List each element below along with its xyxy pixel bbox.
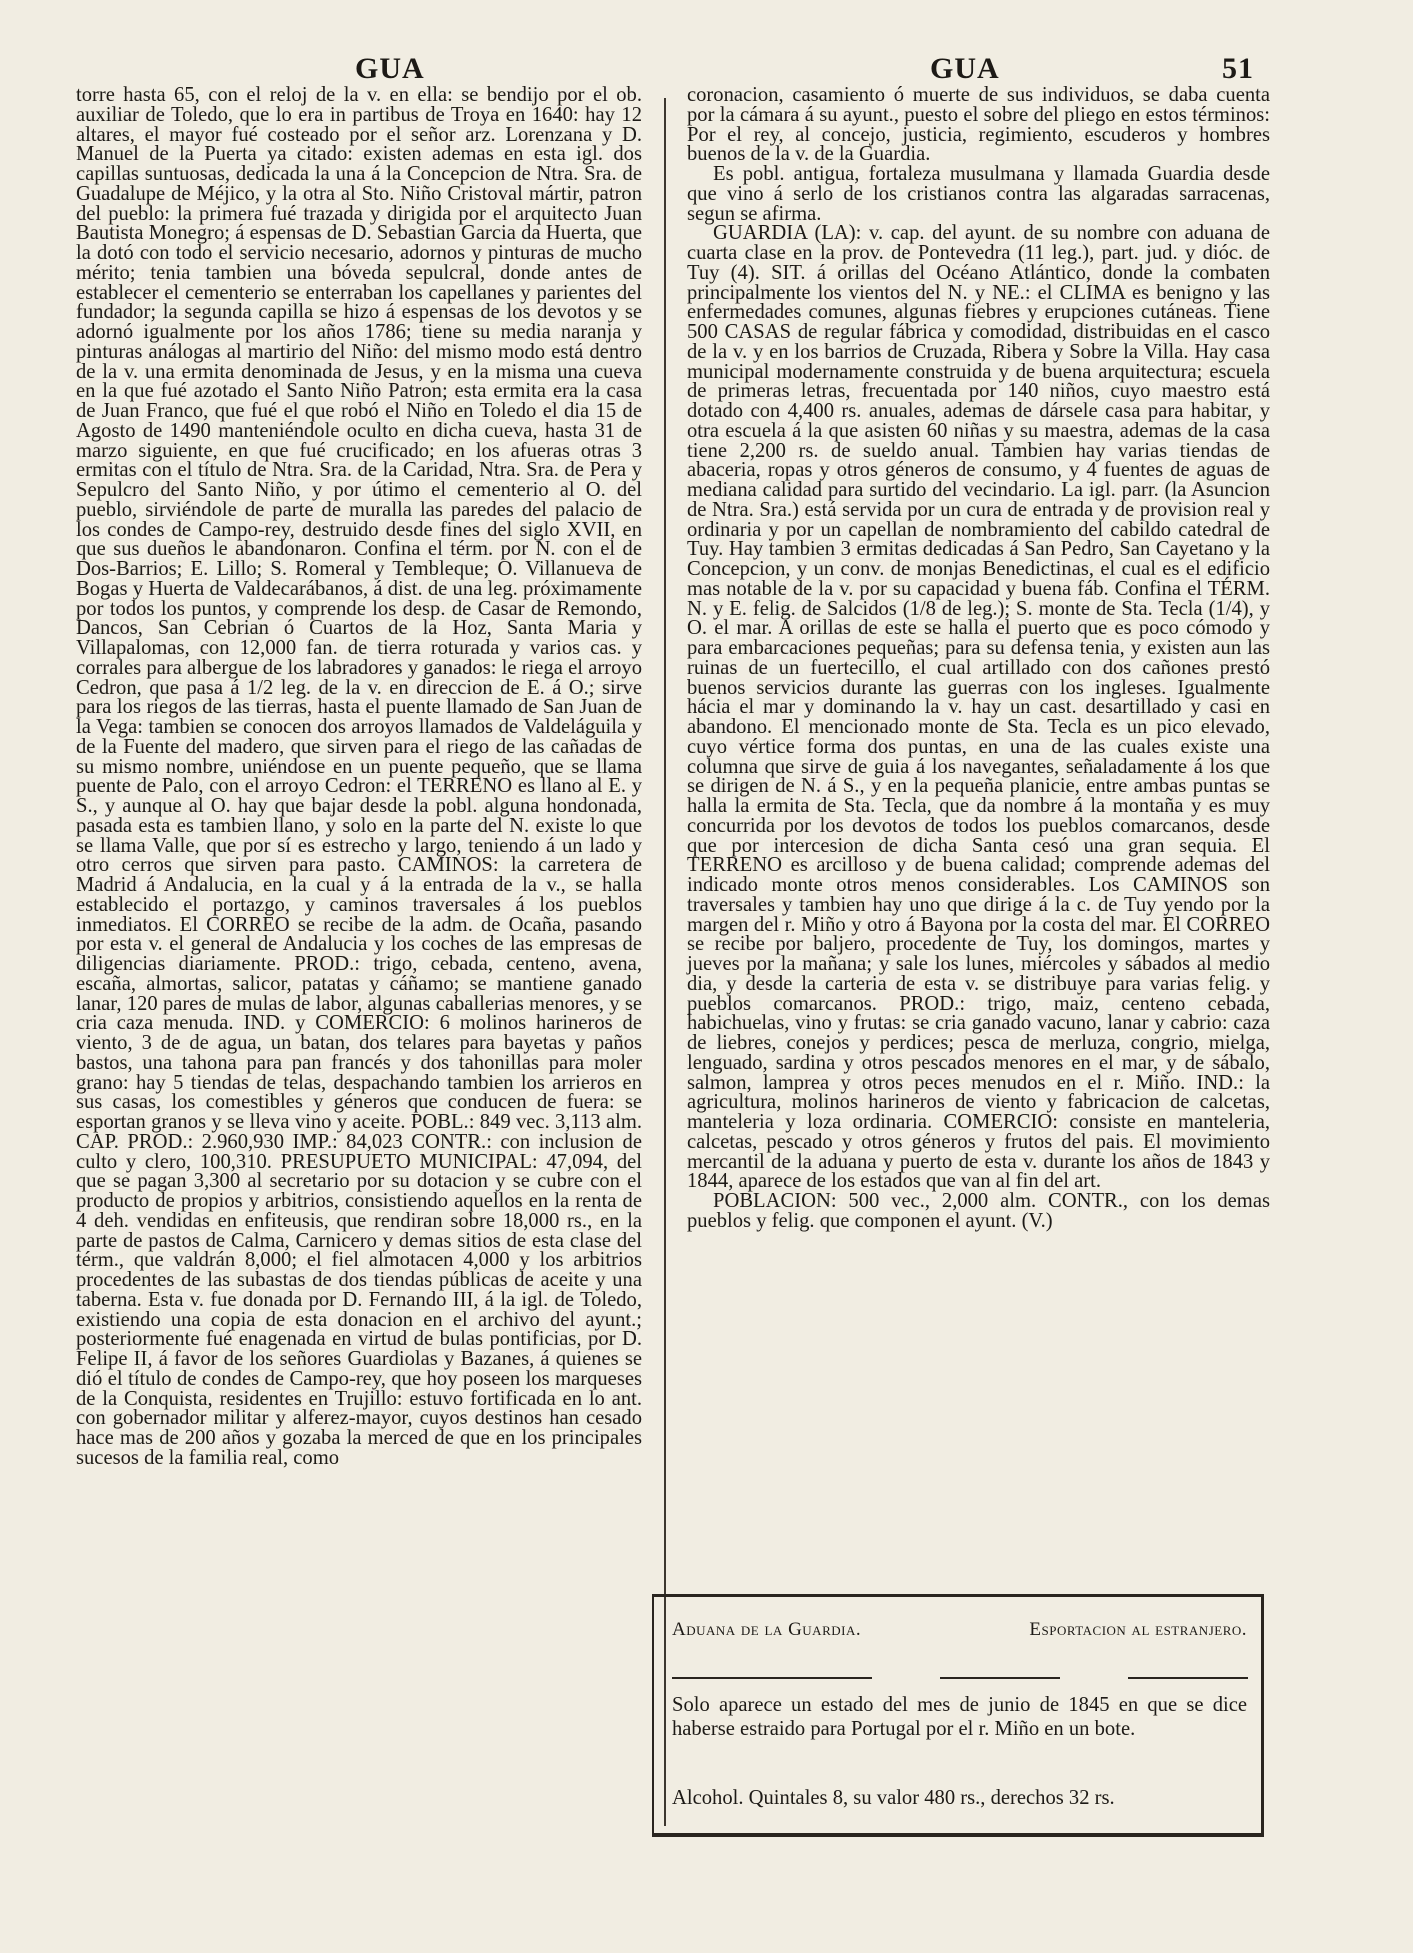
left-column-paragraph: torre hasta 65, con el reloj de la v. en ella: se bendijo por el ob. auxiliar de Toledo, que lo era in partibus de Troya en 1640: hay 12 altares, el mayor fué costeado por el señor arz. Lorenzana y D. Manuel de la Puerta ya citado: existen ademas en esta igl. dos capillas suntuosas, dedicada la una á la Concepcion de Ntra. Sra. de Guadalupe de Méjico, y la otra al Sto. Niño Cristoval mártir, patron del pueblo: la primera fué trazada y dirigida por el arquitecto Juan Bautista Monegro; á espensas de D. Sebastian Garcia da Huerta, que la dotó con todo el servicio necesario, adornos y pinturas de mucho mérito; tenia tambien una bóveda sepulcral, donde antes de establecer el cementerio se enterraban los capellanes y parientes del fundador; la segunda capilla se hizo á espensas de los devotos y se adornó igualmente por los años 1786; tiene su media naranja y pinturas análogas al martirio del Niño: del mismo modo está dentro de la v. una ermita denominada de Jesus, y en la misma una cueva en la que fué azotado el Santo Niño Patron; esta ermita era la casa de Juan Franco, que fué el que robó el Niño en Toledo el dia 15 de Agosto de 1490 manteniéndole oculto en dicha cueva, hasta 31 de marzo siguiente, en que fué crucificado; en los afueras otras 3 ermitas con el título de Ntra. Sra. de la Caridad, Ntra. Sra. de Pera y Sepulcro del Santo Niño, y por útimo el cementerio al O. del pueblo, sirviéndole de parte de muralla las paredes del palacio de los condes de Campo-rey, destruido desde fines del siglo XVII, en que sus dueños le abandonaron. Confina el térm. por N. con el de Dos-Barrios; E. Lillo; S. Romeral y Tembleque; O. Villanueva de Bogas y Huerta de Valdecarábanos, á dist. de una leg. próximamente por todos los puntos, y comprende los desp. de Casar de Remondo, Dancos, San Cebrian ó Cuartos de la Hoz, Santa Maria y Villapalomas, con 12,000 fan. de tierra roturada y varios cas. y corrales para albergue de los labradores y ganados: le riega el arroyo Cedron, que pasa á 1/2 leg. de la v. en direccion de E. á O.; sirve para los riegos de las tierras, hasta el puente llamado de San Juan de la Vega: tambien se conocen dos arroyos llamados de Valdeláguila y de la Fuente del madero, que sirven para el riego de las cañadas de su mismo nombre, uniéndose en un puente pequeño, que se llama puente de Palo, con el arroyo Cedron: el TERRENO es llano al E. y S., y aunque al O. hay que bajar desde la pobl. alguna hondonada, pasada esta es tambien llano, y solo en la parte del N. existe lo que se llama Valle, que por sí es estrecho y largo, teniendo á un lado y otro cerros que sirven para pasto. CAMINOS: la carretera de Madrid á Andalucia, en la cual y á la entrada de la v., se halla establecido el portazgo, y caminos traversales á los pueblos inmediatos. El CORREO se recibe de la adm. de Ocaña, pasando por esta v. el general de Andalucia y los coches de las empresas de diligencias diariamente. PROD.: trigo, cebada, centeno, avena, escaña, almortas, salicor, patatas y cáñamo; se mantiene ganado lanar, 120 pares de mulas de labor, algunas caballerias menores, y se cria caza menuda. IND. y COMERCIO: 6 molinos harineros de viento, 3 de de agua, un batan, dos telares para bayetas y paños bastos, una tahona para pan francés y dos tahonillas para moler grano: hay 5 tiendas de telas, despachando tambien los arrieros en sus casas, los comestibles y géneros que conducen de fuera: se esportan granos y se lleva vino y aceite. POBL.: 849 vec. 3,113 alm. CAP. PROD.: 2.960,930 IMP.: 84,023 CONTR.: con inclusion de culto y clero, 100,310. PRESUPUETO MUNICIPAL: 47,094, del que se pagan 3,300 al secretario por su dotacion y se cubre con el producto de propios y arbitrios, consistiendo aquellos en la renta de 4 deh. vendidas en enfiteusis, que rendiran sobre 18,000 rs., en la parte de pastos de Calma, Carnicero y demas sitios de esta clase del térm., que valdrán 8,000; el fiel almotacen 4,000 y los arbitrios procedentes de las subastas de dos tiendas públicas de aceite y una taberna. Esta v. fue donada por D. Fernando III, á la igl. de Toledo, existiendo una copia de esta donacion en el archivo del ayunt.; posteriormente fué enagenada en virtud de bulas pontificias, por D. Felipe II, á favor de los señores Guardiolas y Bazanes, á quienes se dió el título de condes de Campo-rey, que hoy poseen los marqueses de la Conquista, residentes en Trujillo: estuvo fortificada en lo ant. con gobernador militar y alferez-mayor, cuyos destinos han cesado hace mas de 200 años y gozaba la merced de que en los principales sucesos de la familia real, como	[76, 84, 642, 1469]
customs-table-box	[652, 1594, 1264, 1837]
left-column	[76, 86, 642, 1469]
right-column-paragraph: GUARDIA (LA): v. cap. del ayunt. de su nombre con aduana de cuarta clase en la prov. de Pontevedra (11 leg.), part. jud. y dióc. de Tuy (4). SIT. á orillas del Océano Atlántico, donde la combaten principalmente los vientos del N. y NE.: el CLIMA es benigno y las enfermedades comunes, algunas fiebres y erupciones cutáneas. Tiene 500 CASAS de regular fábrica y comodidad, distribuidas en el casco de la v. y en los barrios de Cruzada, Ribera y Sobre la Villa. Hay casa municipal modernamente construida y de buena arquitectura; escuela de primeras letras, frecuentada por 140 niños, cuyo maestro está dotado con 4,400 rs. anuales, ademas de dársele casa para habitar, y otra escuela á la que asisten 60 niñas y su maestra, ademas de la casa tiene 2,200 rs. de sueldo anual. Tambien hay varias tiendas de abaceria, ropas y otros géneros de consumo, y 4 fuentes de aguas de mediana calidad para surtido del vecindario. La igl. parr. (la Asuncion de Ntra. Sra.) está servida por un cura de entrada y de provision real y ordinaria y por un capellan de nombramiento del cabildo catedral de Tuy. Hay tambien 3 ermitas dedicadas á San Pedro, San Cayetano y la Concepcion, y un conv. de monjas Benedictinas, el cual es el edificio mas notable de la v. por su capacidad y buena fáb. Confina el TÉRM. N. y E. felig. de Salcidos (1/8 de leg.); S. monte de Sta. Tecla (1/4), y O. el mar. A orillas de este se halla el puerto que es poco cómodo y para embarcaciones pequeñas; para su defensa tenia, y existen aun las ruinas de un fuertecillo, el cual artillado con dos cañones prestó buenos servicios durante las guerras con los ingleses. Igualmente hácia el mar y dominando la v. hay un cast. desartillado y casi en abandono. El mencionado monte de Sta. Tecla es un pico elevado, cuyo vértice forma dos puntas, en una de las cuales existe una columna que sirve de guia á los navegantes, señaladamente á los que se dirigen de N. á S., y en la pequeña planicie, entre ambas puntas se halla la ermita de Sta. Tecla, que da nombre á la montaña y es muy concurrida por los devotos de todos los pueblos comarcanos, desde que por intercesion de dicha Santa cesó una gran sequia. El TERRENO es arcilloso y de buena calidad; comprende ademas del indicado monte otros menos considerables. Los CAMINOS son traversales y tambien hay uno que dirige á la c. de Tuy yendo por la margen del r. Miño y otro á Bayona por la costa del mar. El CORREO se recibe por baljero, procedente de Tuy, los domingos, martes y jueves por la mañana; y sale los lunes, miércoles y sábados al medio dia, y desde la carteria de esta v. se distribuye para varias felig. y pueblos comarcanos. PROD.: trigo, maiz, centeno cebada, habichuelas, vino y frutas: se cria ganado vacuno, lanar y cabrio: caza de liebres, conejos y perdices; pesca de merluza, congrio, mielga, lenguado, sardina y otros pescados menores en el mar, y de sábalo, salmon, lamprea y otros peces menudos en el r. Miño. IND.: la agricultura, molinos harineros de viento y fabricacion de calcetas, manteleria y loza ordinaria. COMERCIO: consiste en manteleria, calcetas, pescado y otros géneros y frutos del pais. El movimiento mercantil de la aduana y puerto de esta v. durante los años de 1843 y 1844, aparece de los estados que van al fin del art.	[687, 222, 1270, 1193]
table-rules	[672, 1677, 1247, 1679]
page-number: 51	[1222, 52, 1254, 85]
right-column	[687, 86, 1270, 1232]
right-column-paragraph: POBLACION: 500 vec., 2,000 alm. CONTR., con los demas pueblos y felig. que componen el ayunt. (V.)	[687, 1190, 1270, 1232]
right-column-paragraph: Es pobl. antigua, fortaleza musulmana y llamada Guardia desde que vino á serlo de los cristianos contra las algaradas sarracenas, segun se afirma.	[687, 163, 1270, 225]
table-note-text: Solo aparece un estado del mes de junio de 1845 en que se dice haberse estraido para Portugal por el r. Miño en un bote.	[672, 1694, 1247, 1740]
table-note	[672, 1693, 1247, 1741]
table-heading-left: Aduana de la Guardia.	[672, 1619, 862, 1640]
column-divider	[664, 98, 666, 1826]
table-rule	[940, 1677, 1060, 1679]
table-entry: Alcohol. Quintales 8, su valor 480 rs., derechos 32 rs.	[672, 1787, 1115, 1809]
right-column-paragraph: coronacion, casamiento ó muerte de sus individuos, se daba cuenta por la cámara á su ayunt., puesto el sobre del pliego en estos términos: Por el rey, al concejo, justicia, regimiento, escuderos y hombres buenos de la v. de la Guardia.	[687, 84, 1270, 166]
table-rule	[672, 1677, 872, 1679]
running-header-center: GUA	[930, 52, 1000, 85]
table-heading-right: Esportacion al estranjero.	[1029, 1619, 1247, 1640]
running-header-left: GUA	[355, 52, 425, 85]
table-heading	[672, 1619, 1247, 1641]
table-rule	[1128, 1677, 1248, 1679]
